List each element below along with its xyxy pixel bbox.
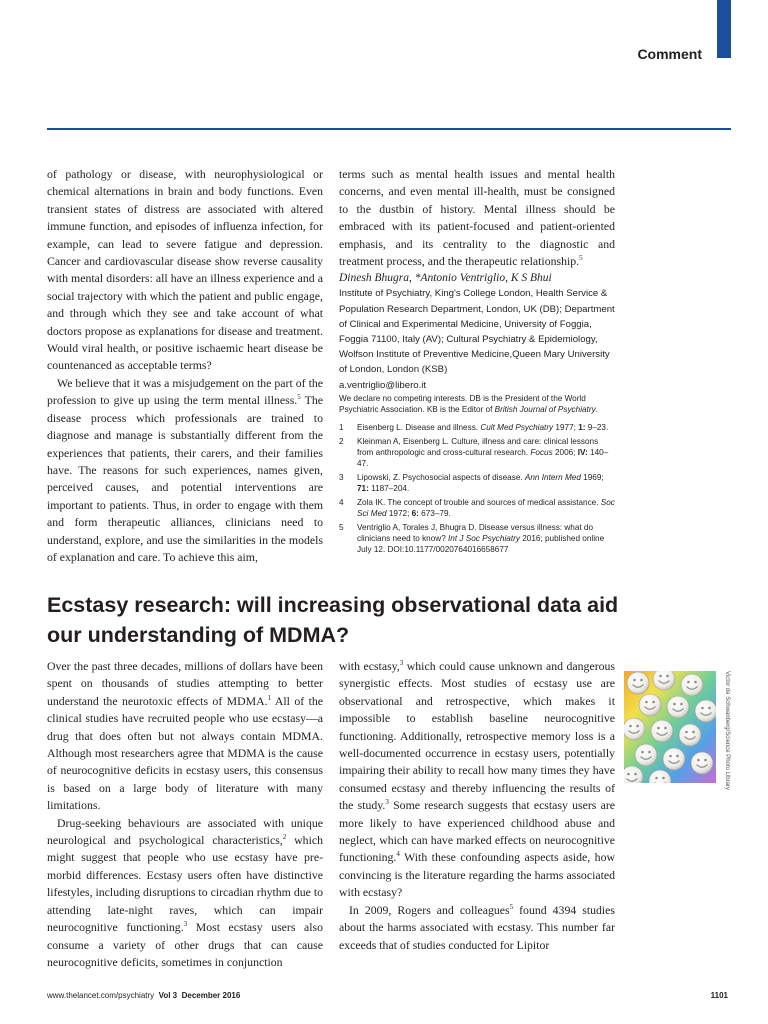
- reference-item: 3 Lipowski, Z. Psychosocial aspects of disease. Ann Intern Med 1969; 71: 1187–204.: [339, 472, 604, 493]
- section-color-tab: [717, 0, 731, 58]
- article-column-1: [47, 658, 323, 971]
- author-list: Dinesh Bhugra, *Antonio Ventriglio, K S Bhui: [339, 272, 552, 285]
- header-rule: [47, 128, 731, 130]
- column-1: [47, 166, 323, 566]
- reference-item: 1 Eisenberg L. Disease and illness. Cult Med Psychiatry 1977; 1: 9–23.: [339, 422, 609, 432]
- competing-interests: We declare no competing interests. DB is the President of the World Psychiatric Association. KB is the Editor of British Journal of Psychiatry.: [339, 393, 598, 414]
- journal-url[interactable]: www.thelancet.com/psychiatry: [47, 991, 155, 1000]
- paragraph: terms such as mental health issues and mental health concerns, and even mental ill-health, must be consigned to the dustbin of history. Mental illness should be embraced with its patient-focused and patient-oriented emphasis, and its centrality to the diagnostic and treatment process, and the therapeutic relationship.$^5$: [339, 167, 615, 269]
- paragraph: with ecstasy,$^3$ which could cause unknown and dangerous synergistic effects. Most studies of ecstasy use are observational and retrospective, which makes it impossible to establish baseline neurocognitive functioning. Additionally, retrospective memory loss is a well-documented occurrence in ecstasy users, potentially impairing their ability to recall how many times they have consumed ecstasy and thereby influencing the results of the study.$^3$ Some research suggests that ecstasy users are more likely to have experienced childhood abuse and neglect, which can have marked effects on neurocognitive functioning.$^4$ With these confounding aspects aside, how convincing is the literature regarding the harms associated with ecstasy?: [339, 659, 616, 900]
- section-label: Comment: [637, 46, 702, 62]
- email-link[interactable]: a.ventriglio@libero.it: [339, 379, 427, 391]
- ecstasy-pills-photo: [624, 671, 716, 783]
- paragraph: We believe that it was a misjudgement on the part of the profession to give up using the term mental illness.$^5$ The disease process which professionals are trained to diagnose and manage is substantially different from the experiences that patients, their carers, and their families have. The reasons for such experiences, names given, perceived causes, and potential interventions are important to patients. Thus, in order to engage with them and form therapeutic alliances, clinicians need to understand, explore, and use the similarities in the models of explanation and care. To achieve this aim,: [47, 375, 323, 564]
- reference-item: 5 Ventriglio A, Torales J, Bhugra D. Disease versus illness: what do clinicians need to know? Int J Soc Psychiatry 2016; published online July 12. DOI:10.1177/0020764016658677: [339, 522, 605, 554]
- photo-credit: Victor de Schwanberg/Science Photo Library: [724, 671, 730, 790]
- paragraph: In 2009, Rogers and colleagues$^5$ found 4394 studies about the harms associated with ecstasy. This number far exceeds that of studies conducted for Lipitor: [339, 902, 616, 952]
- article-title: Ecstasy research: will increasing observational data aid our understanding of MDMA?: [47, 593, 619, 647]
- paragraph: of pathology or disease, with neurophysiological or chemical alternations in brain and body functions. Even transient states of distress are associated with altered immune function, and episodes of influenza infection, for example, can lead to severe fatigue and depression. Cancer and cardiovascular disease show reverse causality with mental disorders: all have an illness experience and a social trajectory with which the patient and public engage, and through which they see and take account of what doctors propose as explanations for disease and treatment. Would viral health, or positive ischaemic heart disease be countenanced as acceptable terms?: [47, 167, 323, 373]
- column-2: [339, 166, 615, 558]
- paragraph: Drug-seeking behaviours are associated with unique neurological and psychological characteristics,$^2$ which might suggest that people who use ecstasy have pre-morbid differences. Ecstasy users often have distinctive lifestyles, including disruptions to circadian rhythm due to attending late-night raves, which can impair neurocognitive functioning.$^3$ Most ecstasy users also consume a variety of other drugs that can cause neurocognitive deficits, sometimes in conjunction: [47, 815, 324, 969]
- reference-list: [339, 422, 615, 555]
- article-column-2: [339, 658, 615, 954]
- page-number: 1101: [710, 991, 728, 1000]
- reference-item: 2 Kleinman A, Eisenberg L. Culture, illness and care: clinical lessons from anthropologic and cross-cultural research. Focus 2006; IV: 140–47.: [339, 436, 609, 468]
- footer-citation: www.thelancet.com/psychiatry Vol 3 December 2016: [47, 991, 241, 1000]
- affiliation: Institute of Psychiatry, King's College London, Health Service & Population Research Department, London, UK (DB); Department of Clinical and Experimental Medicine, University of Foggia, Foggia 71100, Italy (AV); Cultural Psychiatry & Epidemiology, Wolfson Institute of Preventive Medicine,Queen Mary University of London, London (KSB) a.ventriglio@libero.it: [339, 288, 615, 391]
- paragraph: Over the past three decades, millions of dollars have been spent on thousands of studies attempting to better understand the neurotoxic effects of MDMA.$^1$ All of the clinical studies have recruited people who use ecstasy—a drug that does often but not always contain MDMA. Although most researchers agree that MDMA is the cause of neurocognitive deficits in ecstasy users, this consensus is based on a large body of literature with many limitations.: [47, 659, 323, 813]
- reference-item: 4 Zola IK. The concept of trouble and sources of medical assistance. Soc Sci Med 1972; 6: 673–79.: [339, 497, 615, 518]
